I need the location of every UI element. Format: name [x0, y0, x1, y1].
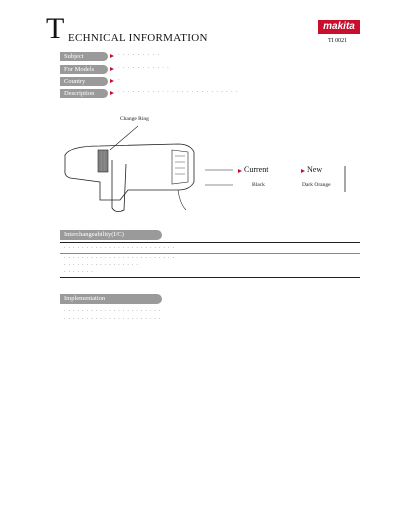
- country-value: ·: [118, 78, 121, 83]
- for-models-value: · · · · · · · · · · ·: [118, 66, 170, 71]
- interchangeability-bottom-rule: [60, 277, 360, 278]
- impl-row-2: · · · · · · · · · · · · · · · · · · · · · ·: [64, 317, 162, 322]
- new-color: Dark Orange: [302, 182, 331, 188]
- country-arrow-icon: [110, 79, 114, 83]
- tool-drawing: [60, 120, 210, 215]
- ic-row-3: · · · · · · · · · · · · · · · · ·: [64, 263, 139, 268]
- current-color: Black: [252, 182, 265, 188]
- current-label: Current: [244, 165, 269, 174]
- ic-row-1: · · · · · · · · · · · · · · · · · · · · · · · · ·: [64, 246, 175, 251]
- comparison-frame: [205, 160, 355, 195]
- ic-row-2: · · · · · · · · · · · · · · · · · · · · · · · · ·: [64, 256, 175, 261]
- interchangeability-top-rule: [60, 242, 360, 243]
- country-tag: Country: [60, 77, 108, 86]
- new-label: New: [307, 165, 323, 174]
- page-title: ECHNICAL INFORMATION: [68, 32, 208, 44]
- for-models-arrow-icon: [110, 67, 114, 71]
- interchangeability-heading: Interchangeability(I/C): [60, 230, 162, 240]
- subject-arrow-icon: [110, 54, 114, 58]
- current-arrow-icon: [238, 169, 242, 173]
- new-arrow-icon: [301, 169, 305, 173]
- subject-value: · · · · · · · · ·: [118, 53, 160, 58]
- description-tag: Description: [60, 89, 108, 98]
- ic-row-4: · · · · · · ·: [64, 270, 94, 275]
- description-value: · · · · · · · · · · · · · · · · · · · · · · · · ·: [118, 90, 239, 95]
- title-initial: T: [46, 12, 65, 45]
- description-arrow-icon: [110, 91, 114, 95]
- change-ring-callout: Change Ring: [120, 116, 149, 122]
- for-models-tag: For Models: [60, 65, 108, 74]
- subject-tag: Subject: [60, 52, 108, 61]
- brand-logo: makita: [318, 20, 360, 34]
- implementation-heading: Implementation: [60, 294, 162, 304]
- impl-row-1: · · · · · · · · · · · · · · · · · · · · · ·: [64, 309, 162, 314]
- interchangeability-header-rule: [60, 253, 360, 254]
- document-code: TI 0021: [328, 38, 348, 44]
